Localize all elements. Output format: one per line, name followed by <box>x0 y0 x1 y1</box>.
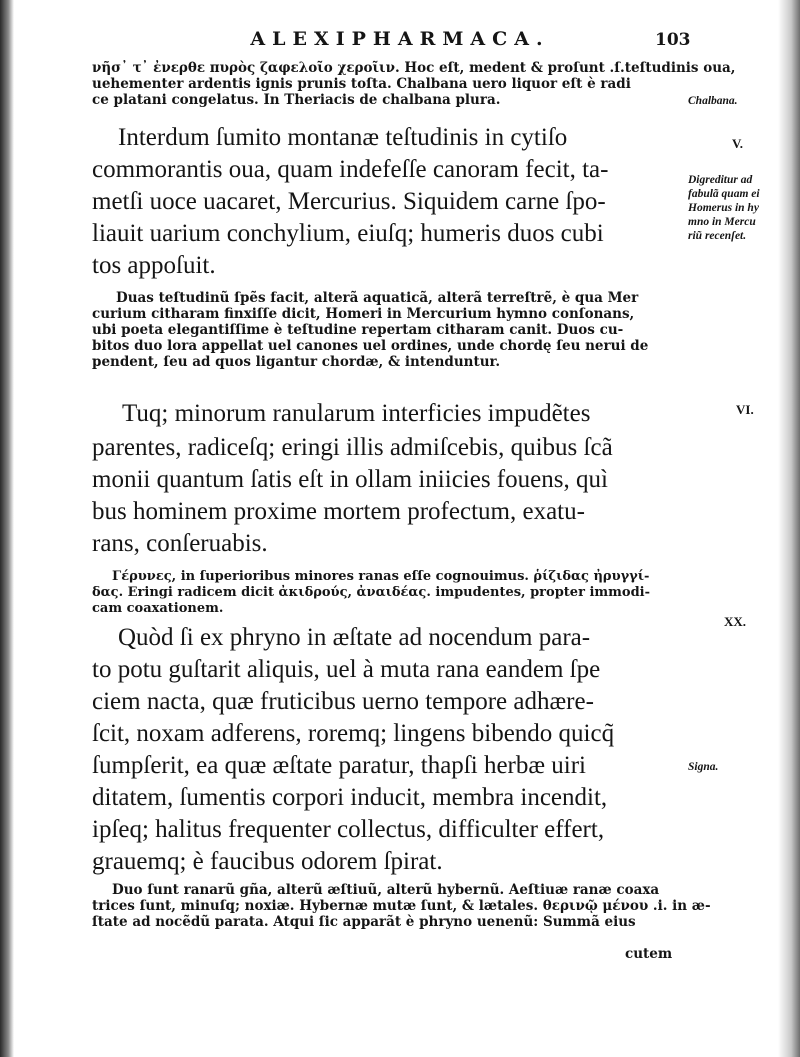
text-line: commorantis oua, quam indefeſſe canoram fecit, ta- <box>92 156 609 183</box>
page-number: 103 <box>655 30 691 50</box>
commentary-paragraph-4 <box>92 898 711 930</box>
main-text-paragraph-3-first <box>118 622 683 654</box>
text-line: rans, conſeruabis. <box>92 530 268 557</box>
margin-text: Homerus in hy <box>688 202 759 214</box>
margin-text: Signa. <box>688 761 719 773</box>
margin-text: riũ recenſet. <box>688 230 747 242</box>
commentary-paragraph-4-first <box>112 882 682 898</box>
commentary-paragraph-3-first <box>112 569 682 585</box>
text-line: ce platani congelatus. In Theriacis de chalbana plura. <box>92 92 501 108</box>
text-line: ipſeq; halitus frequenter collectus, difficulter effert, <box>92 816 605 843</box>
text-line: parentes, radiceſq; eringi illis admiſcebis, quibus ſcã <box>92 434 613 461</box>
text-line: ſcit, noxam adferens, roremq; lingens bibendo quicq̃ <box>92 720 615 747</box>
text-line: ubi poeta elegantiſſime è teſtudine repertam citharam canit. Duos cu- <box>92 322 624 338</box>
text-line: Duo ſunt ranarũ gña, alterũ æſtiuũ, alterũ hybernũ. Aeſtiuæ ranæ coaxa <box>112 882 660 898</box>
catchword <box>625 946 685 962</box>
text-line: δας. Eringi radicem dicit ἀκιδρούς, ἀναιδέας. impudentes, propter immodi- <box>92 585 650 600</box>
text-line: grauemq; è faucibus odorem ſpirat. <box>92 848 443 875</box>
text-line: Tuq; minorum ranularum interficies impudẽtes <box>122 400 591 427</box>
main-text-paragraph-1 <box>118 122 678 154</box>
text-line: ſtate ad nocẽdũ parata. Atqui ſic apparãt è phryno uenenũ: Summã eius <box>92 914 636 930</box>
section-numeral-v: V. <box>732 136 743 151</box>
text-line: cam coaxationem. <box>92 600 224 616</box>
main-text-paragraph-3 <box>92 654 682 878</box>
main-text-paragraph-2 <box>92 432 682 560</box>
main-text-paragraph-1-cont <box>92 154 682 282</box>
text-line: monii quantum ſatis eſt in ollam iniicies fouens, quì <box>92 466 608 493</box>
text-line: Γέρυνες, in ſuperioribus minores ranas eſſe cognouimus. ῥίζιδας ἠρυγγί- <box>112 569 650 584</box>
commentary-paragraph-2 <box>92 306 682 370</box>
text-line: pendent, ſeu ad quos ligantur chordæ, & intenduntur. <box>92 354 501 370</box>
margin-text: Digreditur ad <box>688 174 753 186</box>
section-numeral-xx: XX. <box>724 614 747 629</box>
catchword-text: cutem <box>625 946 673 962</box>
text-line: to potu guſtarit aliquis, uel à muta rana eandem ſpe <box>92 656 601 683</box>
text-line: ditatem, ſumentis corpori inducit, membra incendit, <box>92 784 608 811</box>
text-line: curium citharam finxiſſe dicit, Homeri in Mercurium hymno conſonans, <box>92 306 635 322</box>
running-title: ALEXIPHARMACA. <box>250 28 550 50</box>
margin-text: Chalbana. <box>688 95 738 107</box>
text-line: trices ſunt, minuſq; noxiæ. Hybernæ mutæ ſunt, & lætales. θερινῷ μένου .i. in æ- <box>92 898 711 914</box>
commentary-paragraph-1 <box>92 60 736 108</box>
text-line: ciem nacta, quæ fruticibus uerno tempore adhære- <box>92 688 594 715</box>
text-line: uehementer ardentis ignis prunis toſta. Chalbana uero liquor eſt è radi <box>92 76 631 92</box>
text-line: liauit uarium conchylium, eiuſq; humeris duos cubi <box>92 220 604 247</box>
section-numeral-vi: VI. <box>736 402 754 417</box>
scan-edge-left <box>0 0 14 1057</box>
text-line: tos appoſuit. <box>92 252 216 279</box>
text-line: Duas teſtudinũ ſpẽs facit, alterã aquaticã, alterã terreſtrẽ, è qua Mer <box>116 290 639 306</box>
margin-note-chalbana <box>688 94 738 108</box>
margin-note-digreditur <box>688 173 760 243</box>
text-line: Quòd ſi ex phryno in æſtate ad nocendum para- <box>118 624 591 651</box>
commentary-paragraph-3 <box>92 585 682 616</box>
text-line: metſi uoce uacaret, Mercurius. Siquidem carne ſpo- <box>92 188 606 215</box>
scan-edge-right <box>778 0 800 1057</box>
commentary-paragraph-2-first <box>116 290 681 306</box>
text-line: bitos duo lora appellat uel canones uel ordines, unde chordę ſeu nerui de <box>92 338 649 354</box>
margin-note-signa <box>688 760 718 774</box>
text-line: ſumpſerit, ea quæ æſtate paratur, thapſi herbæ uiri <box>92 752 587 779</box>
margin-text: fabulã quam ei <box>688 188 760 200</box>
text-line: bus hominem proxime mortem profectum, exatu- <box>92 498 585 525</box>
margin-text: mno in Mercu <box>688 216 756 228</box>
text-line: Interdum ſumito montanæ teſtudinis in cytiſo <box>118 124 568 151</box>
main-text-paragraph-2-first <box>122 398 682 430</box>
text-line: νῆσ᾽ τ᾽ ἐνερθε πυρὸς ζαφελοῖο χεροῖιν. Hoc eſt, medent & proſunt .ſ.teſtudinis oua, <box>92 60 736 76</box>
